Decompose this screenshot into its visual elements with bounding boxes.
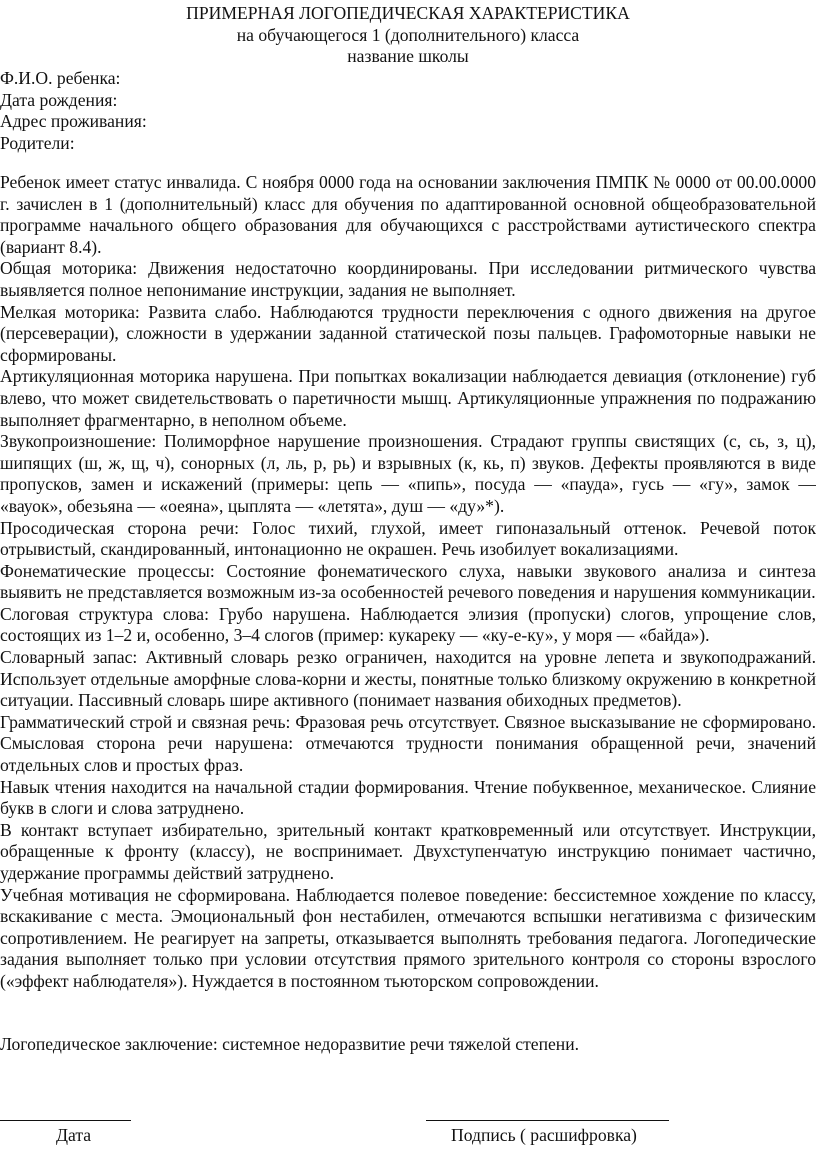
signature-label: Подпись ( расшифровка)	[451, 1125, 637, 1145]
paragraph-reading: Навык чтения находится на начальной стадии формирования. Чтение побуквенное, механическое. Слияние букв в слоги и слова затруднено.	[0, 776, 816, 819]
student-info-fields	[0, 68, 816, 154]
paragraph-gross-motor: Общая моторика: Движения недостаточно координированы. При исследовании ритмического чувства выявляется полное непонимание инструкции, задания не выполняет.	[0, 258, 816, 300]
school-name: название школы	[347, 46, 469, 67]
paragraph-motivation: Учебная мотивация не сформирована. Наблюдается полевое поведение: бессистемное хождение по классу, вскакивание с места. Эмоциональный фон нестабилен, отмечаются вспышки негативизма с физическим сопротивлением. Не реагирует на запреты, отказывается выполнять требования педагога. Логопедические задания выполняет только при условии отсутствия прямого зрительного контроля со стороны взрослого («эффект наблюдателя»). Нуждается в постоянном тьюторском сопровождении.	[0, 884, 816, 991]
characteristic-body	[0, 172, 816, 993]
paragraph-articulation: Артикуляционная моторика нарушена. При попытках вокализации наблюдается девиация (отклонение) губ влево, что может свидетельствовать о паретичности мышц. Артикуляционные упражнения по подражанию выполняет фрагментарно, в неполном объеме.	[0, 366, 816, 430]
signature-line	[426, 1120, 669, 1121]
paragraph-status: Ребенок имеет статус инвалида. С ноября 0000 года на основании заключения ПМПК № 0000 от 00.00.0000 г. зачислен в 1 (дополнительный) класс для обучения по адаптированной основной общеобразовательной программе начального общего образования для обучающихся с расстройствами аутистического спектра (вариант 8.4).	[0, 172, 816, 257]
document-header	[0, 3, 816, 68]
field-parents: Родители:	[0, 132, 75, 153]
paragraph-vocabulary: Словарный запас: Активный словарь резко ограничен, находится на уровне лепета и звукоподражаний. Использует отдельные аморфные слова-корни и жесты, понятные только близкому окружению в конкретной ситуации. Пассивный словарь шире активного (понимает названия обиходных предметов).	[0, 647, 816, 711]
document-subtitle: на обучающегося 1 (дополнительного) класса	[236, 24, 580, 45]
date-line	[0, 1120, 131, 1121]
field-child-name: Ф.И.О. ребенка:	[0, 68, 121, 88]
paragraph-grammar: Грамматический строй и связная речь: Фразовая речь отсутствует. Связное высказывание не сформировано. Смысловая сторона речи нарушена: отмечаются трудности понимания обращенной речи, значений отдельных слов и простых фраз.	[0, 711, 816, 776]
speech-therapy-conclusion: Логопедическое заключение: системное недоразвитие речи тяжелой степени.	[0, 1034, 580, 1054]
paragraph-phonemic: Фонематические процессы: Состояние фонематического слуха, навыки звукового анализа и синтеза выявить не представляется возможным из-за особенностей речевого поведения и нарушения коммуникации.	[0, 560, 816, 603]
paragraph-contact: В контакт вступает избирательно, зрительный контакт кратковременный или отсутствует. Инструкции, обращенные к фронту (классу), не воспринимает. Двухступенчатую инструкцию понимает частично, удержание программы действий затруднено.	[0, 819, 816, 883]
paragraph-sound-pronunciation: Звукопроизношение: Полиморфное нарушение произношения. Страдают группы свистящих (с, сь, з, ц), шипящих (ш, ж, щ, ч), сонорных (л, ль, р, рь) и взрывных (к, кь, п) звуков. Дефекты проявляются в виде пропусков, замен и искажений (примеры: цепь — «пипь», посуда — «пауда», гусь — «гу», замок — «вауок», обезьяна — «оеяна», цыплята — «летята», душ — «ду»*).	[0, 431, 816, 516]
date-label: Дата	[56, 1125, 92, 1145]
document-title: ПРИМЕРНАЯ ЛОГОПЕДИЧЕСКАЯ ХАРАКТЕРИСТИКА	[186, 3, 630, 23]
paragraph-fine-motor: Мелкая моторика: Развита слабо. Наблюдаются трудности переключения с одного движения на другое (персеверации), сложности в удержании заданной статической позы пальцев. Графомоторные навыки не сформированы.	[0, 301, 816, 365]
paragraph-syllable-structure: Слоговая структура слова: Грубо нарушена. Наблюдается элизия (пропуски) слогов, упрощение слов, состоящих из 1–2 и, особенно, 3–4 слогов (пример: кукареку — «ку-е-ку», у моря — «байда»).	[0, 603, 816, 646]
paragraph-prosody: Просодическая сторона речи: Голос тихий, глухой, имеет гипоназальный оттенок. Речевой поток отрывистый, скандированный, интонационно не окрашен. Речь изобилует вокализациями.	[0, 517, 816, 560]
field-address: Адрес проживания:	[0, 111, 147, 132]
field-birth-date: Дата рождения:	[0, 89, 118, 110]
